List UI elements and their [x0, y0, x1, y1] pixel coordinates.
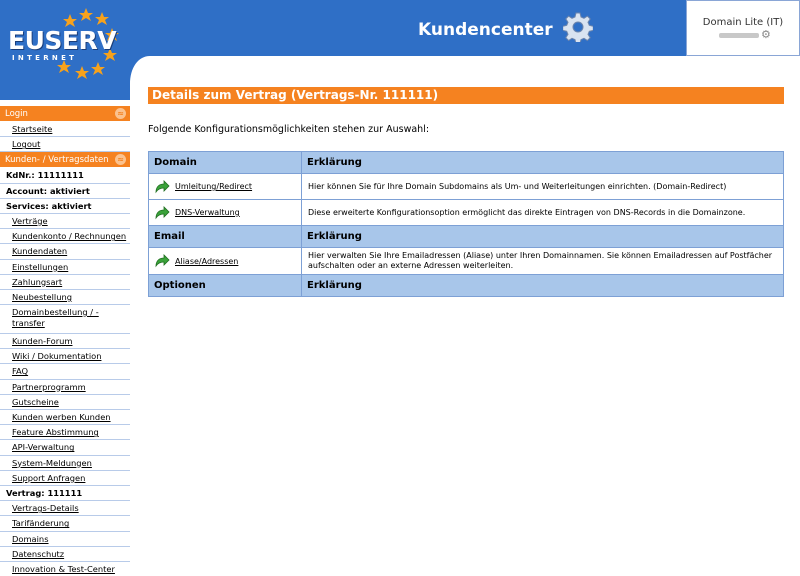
account-box[interactable]	[686, 0, 800, 56]
euserv-logo[interactable]	[2, 2, 126, 84]
contract-number: Vertrag: 111111	[0, 486, 130, 501]
gear-icon	[563, 12, 593, 42]
customer-number: KdNr.: 11111111	[0, 168, 130, 183]
sidebar-item-einstellungen[interactable]: Einstellungen	[0, 260, 130, 275]
config-table	[148, 151, 784, 297]
sidebar-item-zahlungsart[interactable]: Zahlungsart	[0, 275, 130, 290]
page-header-title: Kundencenter	[418, 20, 553, 40]
intro-text: Folgende Konfigurationsmöglichkeiten stehen zur Auswahl:	[148, 124, 430, 135]
table-section-header	[149, 226, 784, 248]
services-status: Services: aktiviert	[0, 199, 130, 214]
logo-text: EUSERV	[8, 26, 117, 55]
green-arrow-icon[interactable]	[154, 254, 170, 268]
header	[0, 0, 800, 100]
table-row	[149, 248, 784, 275]
sidebar-head-label: Kunden- / Vertragsdaten	[5, 155, 109, 166]
sidebar-item-logout[interactable]: Logout	[0, 137, 130, 152]
sidebar-item-feature-abstimmung[interactable]: Feature Abstimmung	[0, 425, 130, 440]
sidebar-item-gutscheine[interactable]: Gutscheine	[0, 395, 130, 410]
account-status: Account: aktiviert	[0, 184, 130, 199]
section-name: Email	[149, 226, 302, 248]
option-link-dns[interactable]: DNS-Verwaltung	[175, 208, 240, 217]
sidebar-head-label: Login	[5, 109, 28, 119]
sidebar-item-vertrags-details[interactable]: Vertrags-Details	[0, 501, 130, 516]
sidebar-item-kunden-werben[interactable]: Kunden werben Kunden	[0, 410, 130, 425]
section-name: Optionen	[149, 275, 302, 297]
sidebar-item-system-meldungen[interactable]: System-Meldungen	[0, 456, 130, 471]
sidebar-item-faq[interactable]: FAQ	[0, 364, 130, 379]
account-name: Domain Lite (IT)	[702, 17, 784, 28]
option-link-aliase[interactable]: Aliase/Adressen	[175, 256, 239, 266]
sidebar-head-kunden[interactable]	[0, 152, 130, 168]
option-description: Hier verwalten Sie Ihre Emailadressen (Aliase) unter Ihren Domainnamen. Sie können Emailadressen auf Postfächer aufschalten oder an externe Adressen weiterleiten.	[302, 248, 784, 275]
option-description: Hier können Sie für Ihre Domain Subdomains als Um- und Weiterleitungen einrichten. (Domain-Redirect)	[302, 174, 784, 200]
sidebar-item-domainbestellung[interactable]: Domainbestellung / -transfer	[0, 305, 130, 334]
section-name: Domain	[149, 152, 302, 174]
logo-subtext: INTERNET	[12, 54, 78, 62]
account-id-redacted	[719, 33, 759, 38]
sidebar-item-wiki[interactable]: Wiki / Dokumentation	[0, 349, 130, 364]
green-arrow-icon[interactable]	[154, 206, 170, 220]
sidebar-item-datenschutz[interactable]: Datenschutz	[0, 547, 130, 562]
sidebar-item-kundendaten[interactable]: Kundendaten	[0, 244, 130, 259]
sidebar-item-tarifaenderung[interactable]: Tarifänderung	[0, 516, 130, 531]
table-row	[149, 174, 784, 200]
sidebar-item-startseite[interactable]: Startseite	[0, 122, 130, 137]
sidebar-item-domains[interactable]: Domains	[0, 532, 130, 547]
collapse-icon[interactable]: ≈	[115, 154, 126, 165]
page-title: Details zum Vertrag (Vertrags-Nr. 111111)	[148, 87, 784, 104]
column-header-erklaerung: Erklärung	[302, 226, 784, 248]
main-content	[148, 87, 784, 297]
sidebar-item-api-verwaltung[interactable]: API-Verwaltung	[0, 440, 130, 455]
sidebar-item-kundenkonto[interactable]: Kundenkonto / Rechnungen	[0, 229, 130, 244]
option-link-umleitung[interactable]: Umleitung/Redirect	[175, 182, 253, 191]
sidebar	[0, 106, 130, 576]
sidebar-item-neubestellung[interactable]: Neubestellung	[0, 290, 130, 305]
option-description: Diese erweiterte Konfigurationsoption ermöglicht das direkte Eintragen von DNS-Records in die Domainzone.	[302, 200, 784, 226]
column-header-erklaerung: Erklärung	[302, 152, 784, 174]
sidebar-item-vertraege[interactable]: Verträge	[0, 214, 130, 229]
green-arrow-icon[interactable]	[154, 180, 170, 194]
table-section-header	[149, 152, 784, 174]
table-row	[149, 200, 784, 226]
table-section-header	[149, 275, 784, 297]
sidebar-item-support[interactable]: Support Anfragen	[0, 471, 130, 486]
column-header-erklaerung: Erklärung	[302, 275, 784, 297]
sidebar-item-kunden-forum[interactable]: Kunden-Forum	[0, 334, 130, 349]
sidebar-item-innovation[interactable]: Innovation & Test-Center	[0, 562, 130, 576]
collapse-icon[interactable]: ≈	[115, 108, 126, 119]
sidebar-item-partnerprogramm[interactable]: Partnerprogramm	[0, 380, 130, 395]
sidebar-head-login[interactable]	[0, 106, 130, 122]
settings-gear-icon[interactable]: ⚙	[761, 28, 771, 41]
